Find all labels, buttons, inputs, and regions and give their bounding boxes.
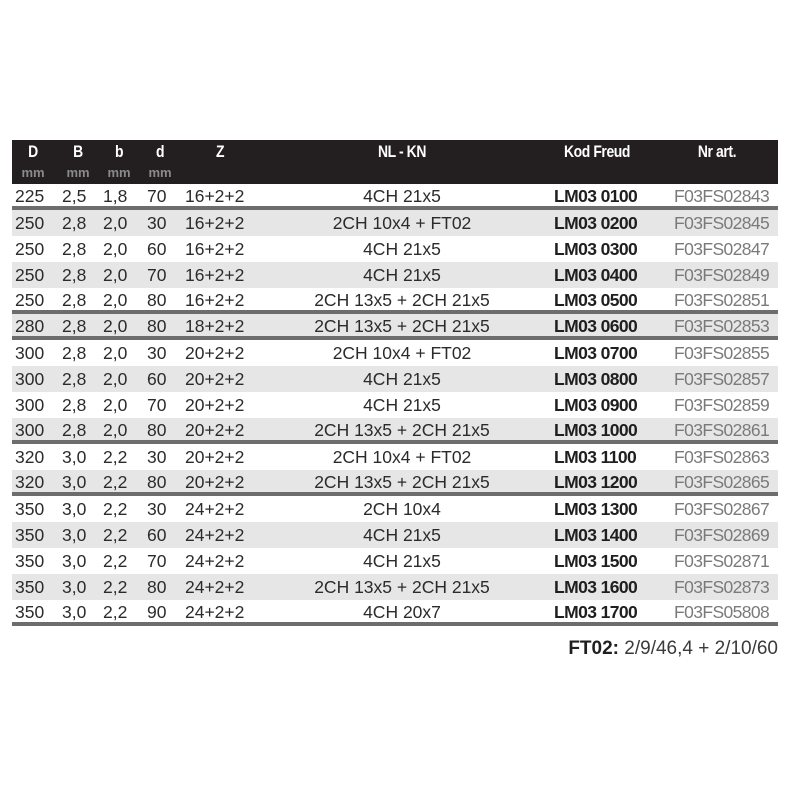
cell-Z: 24+2+2 (185, 525, 245, 545)
cell-kod-freud: LM03 1100 (554, 447, 637, 467)
cell-b: 2,0 (103, 316, 128, 336)
cell-nr-art: F03FS02857 (674, 369, 770, 389)
cell-nl-kn: 4CH 21x5 (363, 239, 441, 259)
cell-nr-art: F03FS02869 (674, 525, 770, 545)
header-kod-freud: Kod Freud (563, 142, 631, 161)
cell-nr-art: F03FS02871 (674, 551, 770, 571)
cell-d: 80 (147, 472, 167, 492)
cell-b: 2,2 (103, 499, 128, 519)
table-row (12, 288, 778, 314)
cell-b: 2,0 (103, 343, 128, 363)
table-row (12, 366, 778, 392)
cell-nr-art: F03FS02853 (674, 316, 770, 336)
cell-nl-kn: 2CH 10x4 + FT02 (332, 447, 472, 467)
cell-B: 3,0 (62, 525, 87, 545)
cell-d: 80 (147, 420, 167, 440)
header-nr-art: Nr art. (697, 142, 737, 161)
cell-kod-freud: LM03 0800 (554, 369, 638, 389)
cell-b: 2,0 (103, 420, 128, 440)
cell-b: 2,0 (103, 369, 128, 389)
header-nl-kn: NL - KN (378, 142, 426, 161)
cell-nr-art: F03FS02849 (674, 265, 770, 285)
cell-Z: 16+2+2 (185, 186, 245, 206)
cell-B: 2,8 (62, 265, 87, 285)
cell-nr-art: F03FS02865 (674, 472, 770, 492)
cell-Z: 18+2+2 (185, 316, 245, 336)
cell-B: 2,8 (62, 395, 87, 415)
cell-Z: 16+2+2 (185, 239, 245, 259)
footnote-text: 2/9/46,4 + 2/10/60 (619, 638, 778, 659)
cell-D: 300 (15, 343, 45, 363)
cell-kod-freud: LM03 0700 (554, 343, 638, 363)
cell-B: 2,8 (62, 239, 87, 259)
unit-B: mm (66, 165, 90, 180)
cell-B: 2,8 (62, 343, 87, 363)
unit-b: mm (107, 165, 131, 180)
cell-nl-kn: 4CH 21x5 (363, 551, 441, 571)
cell-B: 3,0 (62, 602, 87, 622)
cell-kod-freud: LM03 1700 (554, 602, 638, 622)
cell-d: 70 (147, 186, 167, 206)
table-row (12, 314, 778, 340)
cell-B: 2,8 (62, 369, 87, 389)
cell-D: 320 (15, 472, 45, 492)
cell-nl-kn: 2CH 13x5 + 2CH 21x5 (314, 316, 490, 336)
cell-d: 30 (147, 213, 167, 233)
cell-b: 2,0 (103, 265, 128, 285)
cell-D: 320 (15, 447, 45, 467)
table-row (12, 210, 778, 236)
unit-D: mm (21, 165, 45, 180)
cell-d: 30 (147, 447, 167, 467)
cell-b: 2,2 (103, 525, 128, 545)
cell-b: 2,2 (103, 577, 128, 597)
cell-kod-freud: LM03 0600 (554, 316, 638, 336)
cell-nr-art: F03FS02843 (674, 186, 770, 206)
cell-d: 60 (147, 525, 167, 545)
cell-b: 2,0 (103, 213, 128, 233)
cell-Z: 16+2+2 (185, 213, 245, 233)
header-D: D (28, 142, 38, 161)
table-row (12, 184, 778, 210)
header-Z: Z (215, 142, 225, 161)
cell-nl-kn: 4CH 21x5 (363, 395, 441, 415)
cell-Z: 24+2+2 (185, 551, 245, 571)
cell-Z: 24+2+2 (185, 577, 245, 597)
footnote-label: FT02: (568, 638, 619, 659)
footnote (568, 638, 778, 660)
table-header (12, 140, 778, 184)
cell-b: 1,8 (103, 186, 128, 206)
header-B: B (73, 142, 83, 161)
cell-D: 250 (15, 213, 45, 233)
cell-Z: 20+2+2 (185, 472, 245, 492)
cell-nr-art: F03FS02861 (674, 420, 770, 440)
cell-d: 70 (147, 265, 167, 285)
table-row (12, 340, 778, 366)
cell-B: 3,0 (62, 551, 87, 571)
cell-nl-kn: 2CH 13x5 + 2CH 21x5 (314, 420, 490, 440)
cell-D: 225 (15, 186, 45, 206)
cell-b: 2,2 (103, 447, 128, 467)
table-body (12, 184, 778, 626)
cell-nl-kn: 2CH 10x4 + FT02 (332, 343, 472, 363)
cell-D: 350 (15, 602, 45, 622)
table-row (12, 418, 778, 444)
cell-D: 250 (15, 290, 45, 310)
cell-d: 80 (147, 577, 167, 597)
unit-d: mm (148, 165, 172, 180)
cell-nr-art: F03FS05808 (674, 602, 770, 622)
cell-b: 2,2 (103, 602, 128, 622)
cell-D: 350 (15, 577, 45, 597)
cell-b: 2,2 (103, 551, 128, 571)
cell-nl-kn: 2CH 13x5 + 2CH 21x5 (314, 577, 490, 597)
cell-kod-freud: LM03 1600 (554, 577, 638, 597)
cell-nl-kn: 2CH 13x5 + 2CH 21x5 (314, 290, 490, 310)
header-b: b (114, 142, 124, 161)
cell-nl-kn: 4CH 21x5 (363, 369, 441, 389)
cell-D: 300 (15, 395, 45, 415)
cell-kod-freud: LM03 0400 (554, 265, 638, 285)
cell-nl-kn: 4CH 21x5 (363, 525, 441, 545)
cell-d: 80 (147, 316, 167, 336)
cell-kod-freud: LM03 1200 (554, 472, 638, 492)
table-row (12, 600, 778, 626)
cell-Z: 20+2+2 (185, 447, 245, 467)
cell-d: 60 (147, 369, 167, 389)
cell-B: 2,8 (62, 420, 87, 440)
cell-nr-art: F03FS02855 (674, 343, 770, 363)
cell-D: 250 (15, 239, 45, 259)
table-row (12, 522, 778, 548)
cell-D: 280 (15, 316, 45, 336)
cell-B: 3,0 (62, 472, 87, 492)
cell-Z: 16+2+2 (185, 290, 245, 310)
cell-nl-kn: 2CH 10x4 (363, 499, 441, 519)
table-row (12, 444, 778, 470)
table-row (12, 496, 778, 522)
product-table (12, 140, 778, 626)
cell-kod-freud: LM03 0500 (554, 290, 638, 310)
cell-Z: 20+2+2 (185, 395, 245, 415)
cell-Z: 20+2+2 (185, 420, 245, 440)
cell-nr-art: F03FS02859 (674, 395, 770, 415)
cell-B: 2,8 (62, 290, 87, 310)
cell-D: 350 (15, 551, 45, 571)
cell-nl-kn: 2CH 10x4 + FT02 (332, 213, 472, 233)
cell-nr-art: F03FS02851 (674, 290, 770, 310)
table-row (12, 470, 778, 496)
cell-D: 350 (15, 525, 45, 545)
cell-kod-freud: LM03 0300 (554, 239, 638, 259)
cell-B: 2,5 (62, 186, 87, 206)
cell-B: 3,0 (62, 499, 87, 519)
cell-Z: 16+2+2 (185, 265, 245, 285)
cell-kod-freud: LM03 1000 (554, 420, 638, 440)
cell-d: 30 (147, 343, 167, 363)
cell-B: 3,0 (62, 447, 87, 467)
cell-nr-art: F03FS02845 (674, 213, 770, 233)
cell-kod-freud: LM03 0900 (554, 395, 638, 415)
cell-d: 90 (147, 602, 167, 622)
cell-kod-freud: LM03 1400 (554, 525, 638, 545)
cell-B: 3,0 (62, 577, 87, 597)
cell-D: 250 (15, 265, 45, 285)
cell-kod-freud: LM03 0100 (554, 186, 638, 206)
cell-d: 30 (147, 499, 167, 519)
cell-d: 80 (147, 290, 167, 310)
cell-nr-art: F03FS02847 (674, 239, 770, 259)
cell-D: 300 (15, 420, 45, 440)
cell-kod-freud: LM03 0200 (554, 213, 638, 233)
cell-B: 2,8 (62, 316, 87, 336)
header-d: d (155, 142, 165, 161)
cell-b: 2,2 (103, 472, 128, 492)
cell-d: 60 (147, 239, 167, 259)
table-row (12, 548, 778, 574)
cell-b: 2,0 (103, 290, 128, 310)
cell-Z: 20+2+2 (185, 369, 245, 389)
cell-D: 300 (15, 369, 45, 389)
cell-Z: 24+2+2 (185, 499, 245, 519)
table-row (12, 392, 778, 418)
cell-B: 2,8 (62, 213, 87, 233)
cell-nl-kn: 4CH 21x5 (363, 186, 441, 206)
cell-d: 70 (147, 395, 167, 415)
cell-Z: 24+2+2 (185, 602, 245, 622)
cell-nl-kn: 4CH 20x7 (363, 602, 441, 622)
cell-Z: 20+2+2 (185, 343, 245, 363)
cell-nl-kn: 4CH 21x5 (363, 265, 441, 285)
cell-b: 2,0 (103, 395, 128, 415)
cell-d: 70 (147, 551, 167, 571)
cell-nl-kn: 2CH 13x5 + 2CH 21x5 (314, 472, 490, 492)
cell-kod-freud: LM03 1500 (554, 551, 638, 571)
table-row (12, 574, 778, 600)
cell-D: 350 (15, 499, 45, 519)
cell-b: 2,0 (103, 239, 128, 259)
table-row (12, 262, 778, 288)
cell-nr-art: F03FS02873 (674, 577, 770, 597)
cell-nr-art: F03FS02863 (674, 447, 770, 467)
cell-kod-freud: LM03 1300 (554, 499, 638, 519)
cell-nr-art: F03FS02867 (674, 499, 770, 519)
table-row (12, 236, 778, 262)
